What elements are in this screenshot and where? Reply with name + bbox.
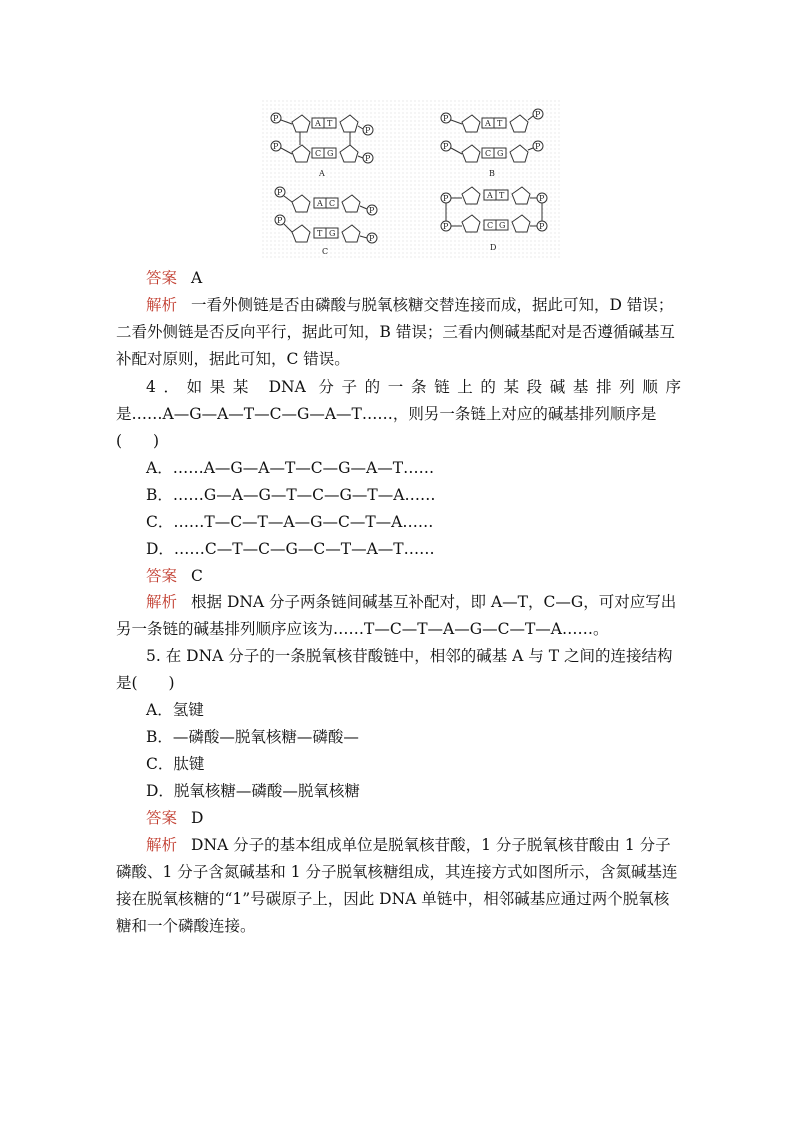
base-label: A [485, 119, 491, 128]
q3-answer [146, 268, 681, 288]
q5-stem-line-2: 是( ) [116, 674, 175, 692]
dna-structure-figure [262, 100, 562, 260]
q5-option-b: B．—磷酸—脱氧核糖—磷酸— [146, 728, 359, 746]
phosphate-label: P [443, 114, 449, 123]
q3-analysis-line-1 [146, 295, 681, 315]
base-label: G [497, 149, 504, 158]
phosphate-label: P [277, 216, 283, 225]
q5-analysis-line-2: 磷酸、1 分子含氮碱基和 1 分子脱氧核糖组成，其连接方式如图所示，含氮碱基连 [116, 863, 678, 881]
panel-label: B [489, 169, 495, 178]
panel-label: D [490, 243, 497, 252]
q5-option-a: A．氢键 [146, 701, 204, 719]
q4-analysis-line-1 [146, 592, 681, 612]
answer-label: 答案 [146, 269, 178, 287]
analysis-label: 解析 [146, 593, 178, 611]
q4-analysis-line-2: 另一条链的碱基排列顺序应该为……T—C—T—A—G—C—T—A……。 [116, 620, 609, 638]
q4-option-b: B．……G—A—G—T—C—G—T—A…… [146, 486, 436, 504]
q4-option-d: D．……C—T—C—G—C—T—A—T…… [146, 540, 435, 558]
base-label: G [327, 149, 334, 158]
answer-value: A [191, 269, 203, 287]
q4-stem-line-3: ( ) [116, 432, 160, 450]
phosphate-label: P [535, 110, 541, 119]
phosphate-label: P [539, 194, 545, 203]
q4-stem-line-2: 是……A—G—A—T—C—G—A—T……，则另一条链上对应的碱基排列顺序是 [116, 405, 657, 423]
q5-analysis-line-1 [146, 835, 681, 855]
phosphate-label: P [443, 194, 449, 203]
base-label: T [327, 119, 333, 128]
q3-analysis-line-3: 补配对原则，据此可知，C 错误。 [116, 350, 350, 368]
base-label: A [317, 199, 323, 208]
analysis-text: 一看外侧链是否由磷酸与脱氧核糖交替连接而成，据此可知，D 错误； [191, 296, 674, 314]
q4-stem-line-1: 4．如果某 DNA 分子的一条链上的某段碱基排列顺序 [146, 378, 681, 396]
phosphate-label: P [443, 142, 449, 151]
q4-option-c: C．……T—C—T—A—G—C—T—A…… [146, 513, 434, 531]
base-label: G [329, 229, 336, 238]
base-label: T [499, 191, 505, 200]
q4-answer [146, 566, 681, 586]
panel-label: C [322, 247, 329, 256]
q5-analysis-line-3: 接在脱氧核糖的“1”号碳原子上，因此 DNA 单链中，相邻碱基应通过两个脱氧核 [116, 890, 670, 908]
base-label: A [315, 119, 321, 128]
q3-analysis-line-2: 二看外侧链是否反向平行，据此可知，B 错误；三看内侧碱基配对是否遵循碱基互 [116, 323, 675, 341]
q5-option-c: C．肽键 [146, 755, 205, 773]
base-label: C [329, 199, 336, 208]
phosphate-label: P [273, 142, 279, 151]
phosphate-label: P [365, 126, 371, 135]
answer-label: 答案 [146, 809, 178, 827]
analysis-text: DNA 分子的基本组成单位是脱氧核苷酸，1 分子脱氧核苷酸由 1 分子 [191, 836, 671, 854]
phosphate-label: P [539, 222, 545, 231]
answer-value: C [191, 567, 203, 585]
answer-label: 答案 [146, 567, 178, 585]
base-label: T [317, 229, 323, 238]
answer-value: D [191, 809, 204, 827]
q5-answer [146, 808, 681, 828]
phosphate-label: P [277, 188, 283, 197]
phosphate-label: P [535, 142, 541, 151]
base-label: G [499, 221, 506, 230]
analysis-text: 根据 DNA 分子两条链间碱基互补配对，即 A—T，C—G，可对应写出 [191, 593, 677, 611]
q4-option-a: A．……A—G—A—T—C—G—A—T…… [146, 459, 435, 477]
phosphate-label: P [369, 234, 375, 243]
base-label: C [487, 221, 494, 230]
base-label: A [487, 191, 493, 200]
phosphate-label: P [365, 154, 371, 163]
q5-option-d: D．脱氧核糖—磷酸—脱氧核糖 [146, 782, 360, 800]
phosphate-label: P [369, 206, 375, 215]
base-label: C [315, 149, 322, 158]
q5-analysis-line-4: 糖和一个磷酸连接。 [116, 917, 256, 935]
dna-figure-svg [262, 100, 562, 260]
panel-label: A [319, 169, 325, 178]
analysis-label: 解析 [146, 836, 178, 854]
analysis-label: 解析 [146, 296, 178, 314]
phosphate-label: P [443, 222, 449, 231]
base-label: C [485, 149, 492, 158]
phosphate-label: P [273, 114, 279, 123]
q5-stem-line-1: 5. 在 DNA 分子的一条脱氧核苷酸链中，相邻的碱基 A 与 T 之间的连接结构 [146, 647, 673, 665]
base-label: T [497, 119, 503, 128]
